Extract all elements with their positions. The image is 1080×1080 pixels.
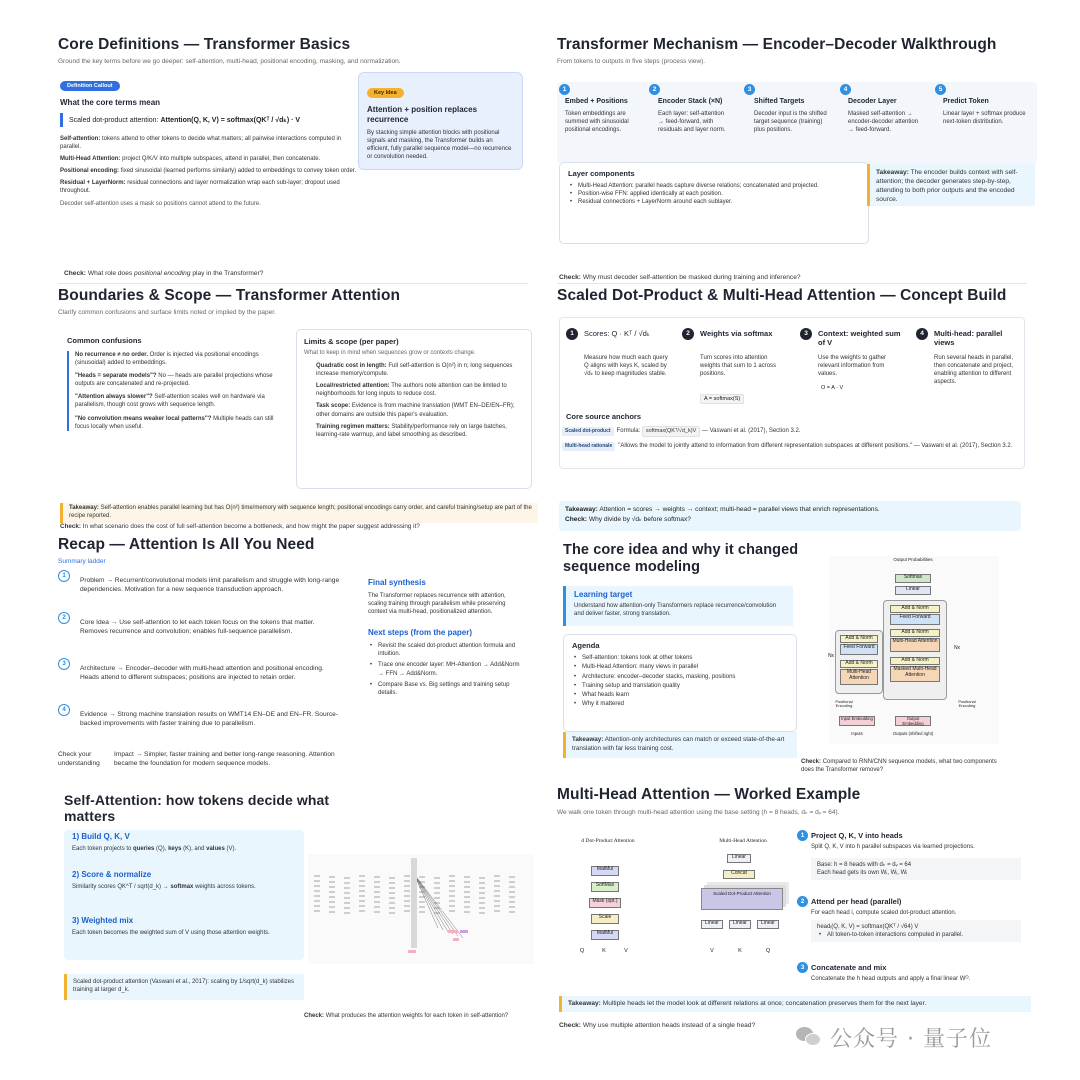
panel-scaled-dot-product: [557, 287, 1037, 533]
list-item: • Self-attention: tokens look at other tokens: [572, 654, 788, 663]
add-norm-block: Add & Norm: [890, 629, 940, 637]
feed-forward-block: Feed Forward: [840, 644, 878, 655]
takeaway-box: Takeaway: Attention-only architectures can match or exceed state-of-the-art translation with far less training cost.: [563, 732, 797, 758]
mha-steps: [797, 830, 1031, 992]
nx-label: Nx: [827, 653, 835, 659]
linear-block: Linear: [727, 854, 751, 863]
highlight-column: [411, 858, 417, 948]
feed-forward-block: Feed Forward: [890, 614, 940, 625]
limit-item: Training regimen matters: Stability/performance rely on large batches, learning-rate warmup, and label smoothing as described.: [316, 423, 507, 438]
panel-recap: Recap — Attention Is All You Need Summary ladder 1 Problem → Recurrent/convolutional models limit parallelism and struggle with long-range dependencies. Motivation for a new sequence transduction approach. 2 Core Idea → Use self-attention to let each token focus on the tokens that matter. Removes recurrence and convolution; enables full-sequence parallelism. 3 Architecture → Encoder–decoder with multi-head attention and positional encoding. Heads attend to different subspaces; positions are injected to retain order. 4 Evidence → Strong machine translation results on WMT14 EN–DE and EN–FR. Source-backed improvements with faster training due to parallelism. Check your understanding Impact → Simpler, faster training and better long-range reasoning. Attention became the foundation for modern sequence models. Final synthesis The Transformer replaces recurrence with attention, scaling training through parallelism while preserving context via multi-head, positionalized attention. Next steps (from the paper) • Revisit the scaled dot-product attention formula and intuition. • Trace one encoder layer: MH-Attention → Add&Norm → FFN → Add&Norm. • Compare Base vs. Big settings and training setup details.: [58, 536, 540, 786]
list-item: • What heads learn: [572, 691, 788, 700]
learning-target-box: Learning target Understand how attention-only Transformers replace recurrence/convolution and deliver faster, strong translation.: [563, 586, 793, 626]
panel-subtitle: Ground the key terms before we go deeper: self-attention, multi-head, positional encoding, masking, and normalization.: [58, 57, 401, 65]
confusion-item: "No convolution means weaker local patterns"? Multiple heads can still focus locally when useful.: [75, 415, 274, 430]
check-question: Check: Why must decoder self-attention be masked during training and inference?: [559, 274, 801, 281]
check-question: Check: In what scenario does the cost of full self-attention become a bottleneck, and how might the paper suggest addressing it?: [60, 523, 420, 530]
transformer-architecture-diagram: [829, 556, 999, 744]
panel-transformer-mechanism: [557, 36, 1037, 286]
takeaway-box: Takeaway: Self-attention enables parallel learning but has O(n²) time/memory with sequence length; positional encodings carry order, and careful training/setup are part of the recipe reported.: [60, 503, 538, 523]
list-item: • Trace one encoder layer: MH-Attention → Add&Norm → FFN → Add&Norm.: [368, 661, 524, 677]
scaling-note: Scaled dot-product attention (Vaswani et al., 2017): scaling by 1/sqrt(d_k) stabilizes training at larger d_k.: [64, 974, 304, 1000]
softmax-block: Softmax: [895, 574, 931, 583]
list-item: • Compare Base vs. Big settings and training setup details.: [368, 681, 524, 697]
softmax-block: SoftMax: [591, 882, 619, 892]
check-question: Check: What produces the attention weights for each token in self-attention?: [304, 1013, 509, 1019]
takeaway-check-box: Takeaway: Attention = scores → weights → context; multi-head = parallel views that enrich representations. Check: Why divide by √dₖ before softmax?: [559, 501, 1021, 531]
panel-title: Multi-Head Attention — Worked Example: [557, 786, 861, 803]
attention-weight-mark: [448, 930, 458, 933]
attention-formula: Attention(Q, K, V) = softmax(QKᵀ / √dₖ) · V: [160, 117, 301, 124]
linear-block: Linear: [895, 586, 931, 595]
anchor-2: Multi-head rationale "Allows the model to jointly attend to information from different representation subspaces at different positions." — Vaswani et al. (2017), Section 3.2.: [562, 442, 1022, 451]
panel-subtitle: From tokens to outputs in five steps (process view).: [557, 57, 706, 65]
limits-scope-card: Limits & scope (per paper) What to keep in mind when sequences grow or contexts change. Quadratic cost in length: Full self-attention is O(n²) in n; long sequences increase memory/compute. Local/restricted attention: The authors note attention can be limited to neighborhoods for long inputs to reduce cost. Task scope: Evidence is from machine translation (WMT EN–DE/EN–FR); other domains are outside this paper's evaluation. Training regimen matters: Stability/performance rely on large batches, learning-rate warmup, and label smoothing as described.: [296, 329, 532, 489]
panel-core-definitions: [58, 36, 528, 286]
decoder-stack: [883, 600, 947, 700]
panel-multi-head-worked-example: [557, 786, 1037, 1036]
key-idea-card: [358, 72, 523, 170]
definition-callout-card: [60, 74, 360, 269]
mha-step: 1 Project Q, K, V into heads Split Q, K, V into h parallel subspaces via learned projections. Base: h = 8 heads with dₖ = dᵥ = 64 Each head gets its own Wᵢ, Wᵢ, Wᵢ: [797, 830, 1031, 896]
v-label: V: [710, 948, 714, 954]
add-norm-block: Add & Norm: [840, 660, 878, 668]
inputs-label: Inputs: [851, 731, 863, 736]
output-embedding-block: Output Embedding: [895, 716, 931, 726]
limit-item: Local/restricted attention: The authors note attention can be limited to neighborhoods for long inputs to reduce cost.: [316, 383, 507, 398]
mha-step: 3 Concatenate and mix Concatenate the h head outputs and apply a final linear Wᴼ.: [797, 962, 1031, 992]
list-item: • Residual connections + LayerNorm around each sublayer.: [568, 198, 860, 206]
k-label: K: [738, 948, 742, 954]
k-label: K: [602, 948, 606, 954]
concat-block: Concat: [723, 870, 755, 879]
attention-diagrams: [563, 830, 793, 980]
check-question: Check: Compared to RNN/CNN sequence models, what two components does the Transformer remove?: [801, 759, 997, 774]
matmul-block: MatMul: [591, 930, 619, 940]
watermark: 公众号 · 量子位: [796, 1022, 992, 1052]
definition-callout-pill: Definition Callout: [60, 81, 120, 91]
masked-mha-block: Masked Multi-Head Attention: [890, 666, 940, 682]
def-item: Multi-Head Attention: project Q/K/V into multiple subspaces, attend in parallel, then concatenate.: [60, 156, 321, 163]
list-item: • Multi-Head Attention: parallel heads capture diverse relations; concatenated and projected.: [568, 182, 860, 190]
def-item: Residual + LayerNorm: residual connections and layer normalization wrap each sub-layer; dropout used throughout.: [60, 180, 340, 195]
list-item: • Multi-Head Attention: many views in parallel: [572, 663, 788, 672]
attention-visualization: [308, 854, 534, 964]
input-embedding-block: Input Embedding: [839, 716, 875, 726]
panel-subtitle: Summary ladder: [58, 557, 106, 565]
def-item: Positional encoding: fixed sinusoidal (learned performs similarly) added to embeddings to convey token order.: [60, 168, 357, 175]
takeaway-box: Takeaway: The encoder builds context with self-attention; the decoder generates step-by-step, attending to both prior outputs and the encoded source.: [867, 164, 1035, 206]
matmul-block: MatMul: [591, 866, 619, 876]
limit-item: Task scope: Evidence is from machine translation (WMT EN–DE/EN–FR); other domains are outside this paper's evaluation.: [316, 403, 515, 418]
panel-subtitle: Clarify common confusions and surface limits noted or implied by the paper.: [58, 308, 276, 316]
key-idea-text: By stacking simple attention blocks with positional signals and masking, the Transformer builds an efficient, fully parallel sequence model—no recurrence or convolution needed.: [367, 130, 512, 161]
linear-block: Linear: [729, 920, 751, 929]
add-norm-block: Add & Norm: [890, 657, 940, 665]
divider: [557, 283, 1027, 284]
pos-enc-label: Positional Encoding: [958, 699, 976, 709]
key-idea-pill: Key Idea: [367, 88, 404, 98]
check-question: Check: What role does positional encoding play in the Transformer?: [64, 270, 264, 277]
layer-components-card: Layer components • Multi-Head Attention: parallel heads capture diverse relations; concatenated and projected. • Position-wise FFN: applied identically at each position. • Residual connections + LayerNorm around each sublayer.: [559, 162, 869, 244]
pos-enc-label: Positional Encoding: [835, 699, 853, 709]
panel-title: The core idea and why it changed sequence modeling: [563, 542, 799, 575]
agenda-card: Agenda • Self-attention: tokens look at other tokens • Multi-Head Attention: many views in parallel • Architecture: encoder–decoder stacks, masking, positions • Training setup and translation quality • What heads learn • Why it mattered: [563, 634, 797, 732]
common-confusions-card: Common confusions No recurrence ≠ no order. Order is injected via positional encodings (sinusoidal) added to embeddings. "Heads = separate models"? No — heads are parallel projections whose outputs are concatenated and re-projected. "Attention always slower"? Self-attention scales well on hardware via parallelism, though cost grows with sequence length. "No convolution means weaker local patterns"? Multiple heads can still focus locally when useful.: [60, 329, 292, 499]
add-norm-block: Add & Norm: [890, 605, 940, 613]
def-item: Self-attention: tokens attend to other tokens to decide what matters; all pairwise interactions computed in parallel.: [60, 136, 342, 151]
panel-title: Core Definitions — Transformer Basics: [58, 36, 351, 53]
panel-self-attention: [58, 790, 540, 1036]
wechat-icon: [796, 1027, 822, 1047]
panel-title: Boundaries & Scope — Transformer Attention: [58, 287, 401, 304]
list-item: • All token-to-token interactions computed in parallel.: [817, 931, 1015, 939]
panel-boundaries-scope: [58, 287, 540, 533]
key-idea-heading: Attention + position replaces recurrence: [367, 105, 478, 124]
list-item: • Position-wise FFN: applied identically at each position.: [568, 190, 860, 198]
sa-step: 3) Weighted mix Each token becomes the weighted sum of V using those attention weights.: [72, 916, 270, 936]
outputs-label: Outputs (shifted right): [892, 731, 934, 736]
list-item: • Why it mattered: [572, 700, 788, 709]
panel-title: Transformer Mechanism — Encoder–Decoder Walkthrough: [557, 36, 997, 53]
decoder-mask-note: Decoder self-attention uses a mask so positions cannot attend to the future.: [60, 200, 261, 207]
formula-box: Scaled dot-product attention: Attention(Q, K, V) = softmax(QKᵀ / √dₖ) · V: [60, 113, 360, 127]
v-label: V: [624, 948, 628, 954]
sa-step: 1) Build Q, K, V Each token projects to queries (Q), keys (K), and values (V).: [72, 832, 237, 852]
mha-block: Multi-Head Attention: [890, 638, 940, 652]
anchor-1: Scaled dot-product Formula: softmax(QKᵀ/√d_k)V — Vaswani et al. (2017), Section 3.2.: [562, 426, 1022, 437]
confusion-item: "Attention always slower"? Self-attention scales well on hardware via parallelism, though cost grows with sequence length.: [75, 394, 265, 409]
add-norm-block: Add & Norm: [840, 635, 878, 643]
attention-weight-mark: [453, 938, 459, 941]
anchors-heading: Core source anchors: [566, 412, 642, 421]
scale-block: Scale: [591, 914, 619, 924]
confusion-item: "Heads = separate models"? No — heads are parallel projections whose outputs are concatenated and re-projected.: [75, 373, 273, 388]
linear-block: Linear: [757, 920, 779, 929]
takeaway-box: Takeaway: Multiple heads let the model look at different relations at once; concatenation preserves them for the next layer.: [559, 996, 1031, 1012]
panel-title: Self-Attention: how tokens decide what matters: [64, 792, 330, 825]
q-label: Q: [579, 948, 585, 954]
callout-heading: What the core terms mean: [60, 98, 161, 107]
definitions-list: [60, 135, 360, 208]
mha-diagram-title: Multi-Head Attention: [719, 838, 767, 844]
linear-block: Linear: [701, 920, 723, 929]
output-probs-label: Output Probabilities: [893, 557, 933, 562]
panel-core-idea: [557, 536, 1037, 786]
panel-title: Scaled Dot-Product & Multi-Head Attention — Concept Build: [557, 287, 1007, 304]
mask-block: Mask (opt.): [589, 898, 621, 908]
attention-weight-mark: [408, 950, 416, 953]
mha-block: Multi-Head Attention: [840, 669, 878, 685]
mha-step: 2 Attend per head (parallel) For each head i, compute scaled dot-product attention. headᵢ(Q, K, V) = softmax(QKᵀ / √64) V • All token-to-token interactions computed in parallel.: [797, 896, 1031, 962]
panel-subtitle: We walk one token through multi-head attention using the base setting (h = 8 heads, dₖ = dᵥ = 64).: [557, 808, 840, 816]
limit-item: Quadratic cost in length: Full self-attention is O(n²) in n; long sequences increase memory/compute.: [316, 363, 513, 378]
attention-weight-mark: [460, 930, 468, 933]
list-item: • Training setup and translation quality: [572, 682, 788, 691]
check-question: Check: Why use multiple attention heads instead of a single head?: [559, 1022, 756, 1029]
final-synthesis-card: Final synthesis The Transformer replaces recurrence with attention, scaling training through parallelism while preserving context via multi-head, positionalized attention. Next steps (from the paper) • Revisit the scaled dot-product attention formula and intuition. • Trace one encoder layer: MH-Attention → Add&Norm → FFN → Add&Norm. • Compare Base vs. Big settings and training setup details.: [362, 572, 530, 732]
list-item: • Architecture: encoder–decoder stacks, masking, positions: [572, 673, 788, 682]
sdpa-diagram-title: d Dot-Product Attention: [581, 838, 635, 844]
sa-step: 2) Score & normalize Similarity scores QK^T / sqrt(d_k) → softmax weights across tokens.: [72, 870, 256, 890]
process-steps: 1 Embed + Positions Token embeddings are summed with sinusoidal positional encodings. 2 Encoder Stack (×N) Each layer: self-attention → feed-forward, with residuals and layer norm. 3 Shifted Targets Decoder input is the shifted target sequence (training) plus positions. 4 Decoder Layer Masked self-attention → encoder-decoder attention → feed-forward. 5 Predict Token Linear layer + softmax produce next-token distribution.: [557, 82, 1037, 164]
panel-title: Recap — Attention Is All You Need: [58, 536, 315, 553]
nx-label: Nx: [953, 645, 961, 651]
q-label: Q: [765, 948, 771, 954]
divider: [58, 283, 528, 284]
list-item: • Revisit the scaled dot-product attention formula and intuition.: [368, 642, 524, 658]
encoder-stack: [835, 630, 883, 694]
confusion-item: No recurrence ≠ no order. Order is injected via positional encodings (sinusoidal) added to embeddings.: [75, 352, 259, 367]
concept-build-card: 1 Scores: Q · Kᵀ / √dₖ Measure how much each query Q aligns with keys K, scaled by √dₖ to keep magnitudes stable. 2 Weights via softmax Turn scores into attention weights that sum to 1 across positions. A = softmax(S) 3 Context: weighted sum of V Use the weights to gather relevant information from values. O = A · V 4 Multi-head: parallel views Run several heads in parallel, then concatenate and project, enabling attention to different aspects. Core source anchors Scaled dot-product Formula: softmax(QKᵀ/√d_k)V — Vaswani et al. (2017), Section 3.2. Multi-head rationale "Allows the model to jointly attend to information from different representation subspaces at different positions." — Vaswani et al. (2017), Section 3.2.: [559, 317, 1025, 469]
self-attention-steps: [64, 830, 304, 960]
sdpa-stack: Scaled Dot-Product Attention: [701, 888, 783, 910]
